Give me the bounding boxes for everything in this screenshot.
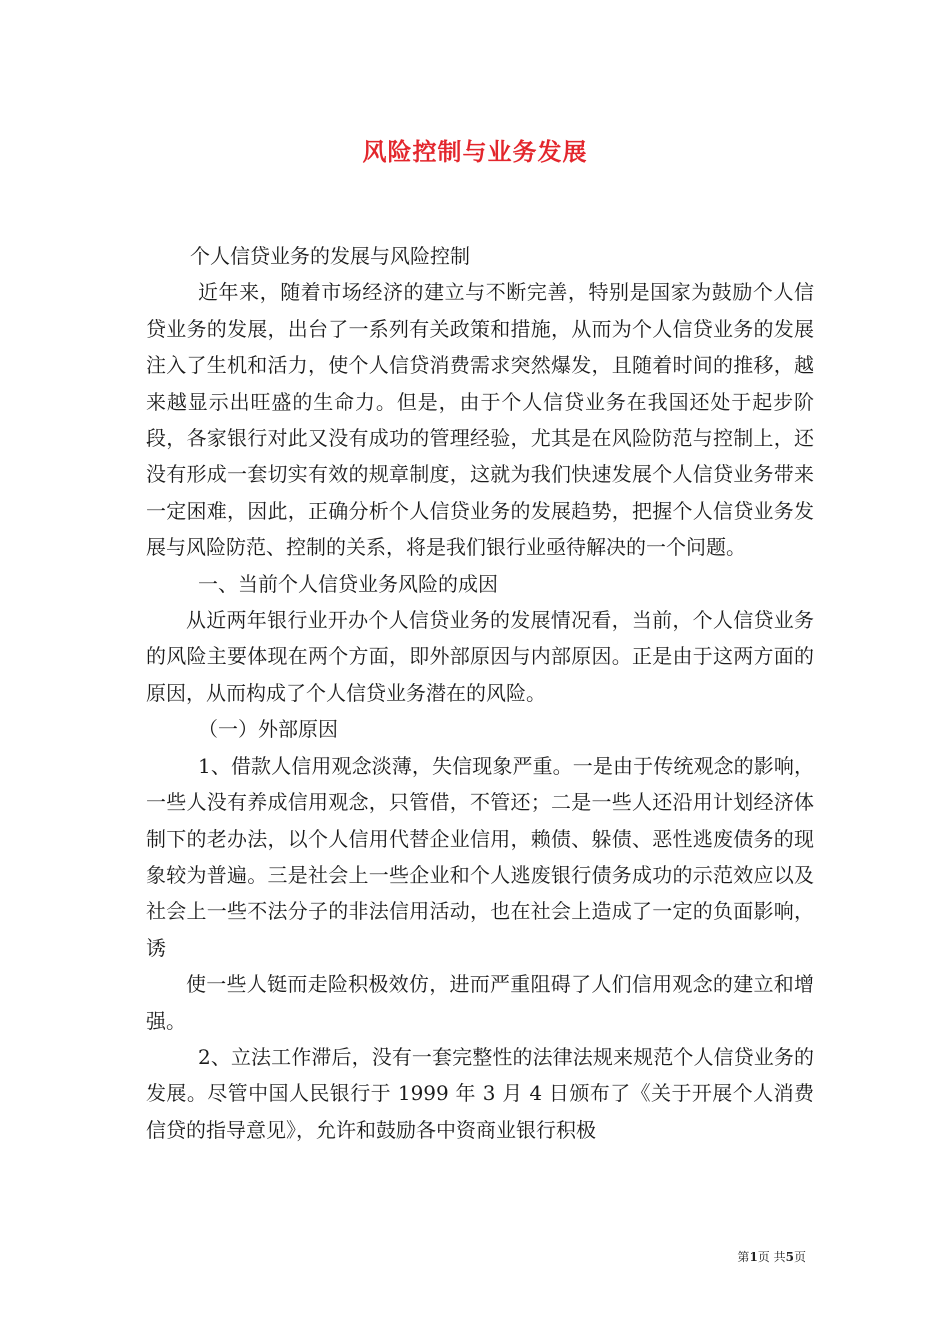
footer-current-page: 1 — [749, 1250, 758, 1264]
footer-suffix: 页 — [793, 1250, 806, 1264]
paragraph-item-2: 2、立法工作滞后，没有一套完整性的法律法规来规范个人信贷业务的发展。尽管中国人民银行于 1999 年 3 月 4 日颁布了《关于开展个人消费信贷的指导意见》，允许和鼓励各中资商业银行积极 — [146, 1044, 814, 1142]
document-subtitle: 个人信贷业务的发展与风险控制 — [190, 244, 470, 268]
section-heading-1: 一、当前个人信贷业务风险的成因 — [198, 571, 498, 596]
page-number-footer — [737, 1248, 806, 1265]
paragraph-item-1-continued: 使一些人铤而走险积极效仿，进而严重阻碍了人们信用观念的建立和增强。 — [146, 972, 814, 1033]
paragraph-causes: 从近两年银行业开办个人信贷业务的发展情况看，当前，个人信贷业务的风险主要体现在两个方面，即外部原因与内部原因。正是由于这两方面的原因，从而构成了个人信贷业务潜在的风险。 — [146, 608, 814, 705]
document-body — [146, 238, 814, 1148]
footer-prefix: 第 — [737, 1250, 750, 1264]
paragraph-intro: 近年来，随着市场经济的建立与不断完善，特别是国家为鼓励个人信贷业务的发展，出台了一系列有关政策和措施，从而为个人信贷业务的发展注入了生机和活力，使个人信贷消费需求突然爆发，且随着时间的推移，越来越显示出旺盛的生命力。但是，由于个人信贷业务在我国还处于起步阶段，各家银行对此又没有成功的管理经验，尤其是在风险防范与控制上，还没有形成一套切实有效的规章制度，这就为我们快速发展个人信贷业务带来一定困难，因此，正确分析个人信贷业务的发展趋势，把握个人信贷业务发展与风险防范、控制的关系，将是我们银行业亟待解决的一个问题。 — [146, 280, 814, 560]
footer-middle: 页 共 — [757, 1250, 786, 1264]
page-title: 风险控制与业务发展 — [362, 137, 588, 166]
paragraph-item-1: 1、借款人信用观念淡薄，失信现象严重。一是由于传统观念的影响，一些人没有养成信用观念，只管借，不管还；二是一些人还沿用计划经济体制下的老办法，以个人信用代替企业信用，赖债、躲债、恶性逃废债务的现象较为普遍。三是社会上一些企业和个人逃废银行债务成功的示范效应以及社会上一些不法分子的非法信用活动，也在社会上造成了一定的负面影响，诱 — [146, 753, 814, 960]
subsection-heading-external: （一）外部原因 — [198, 717, 338, 742]
footer-total-pages: 5 — [785, 1250, 794, 1264]
